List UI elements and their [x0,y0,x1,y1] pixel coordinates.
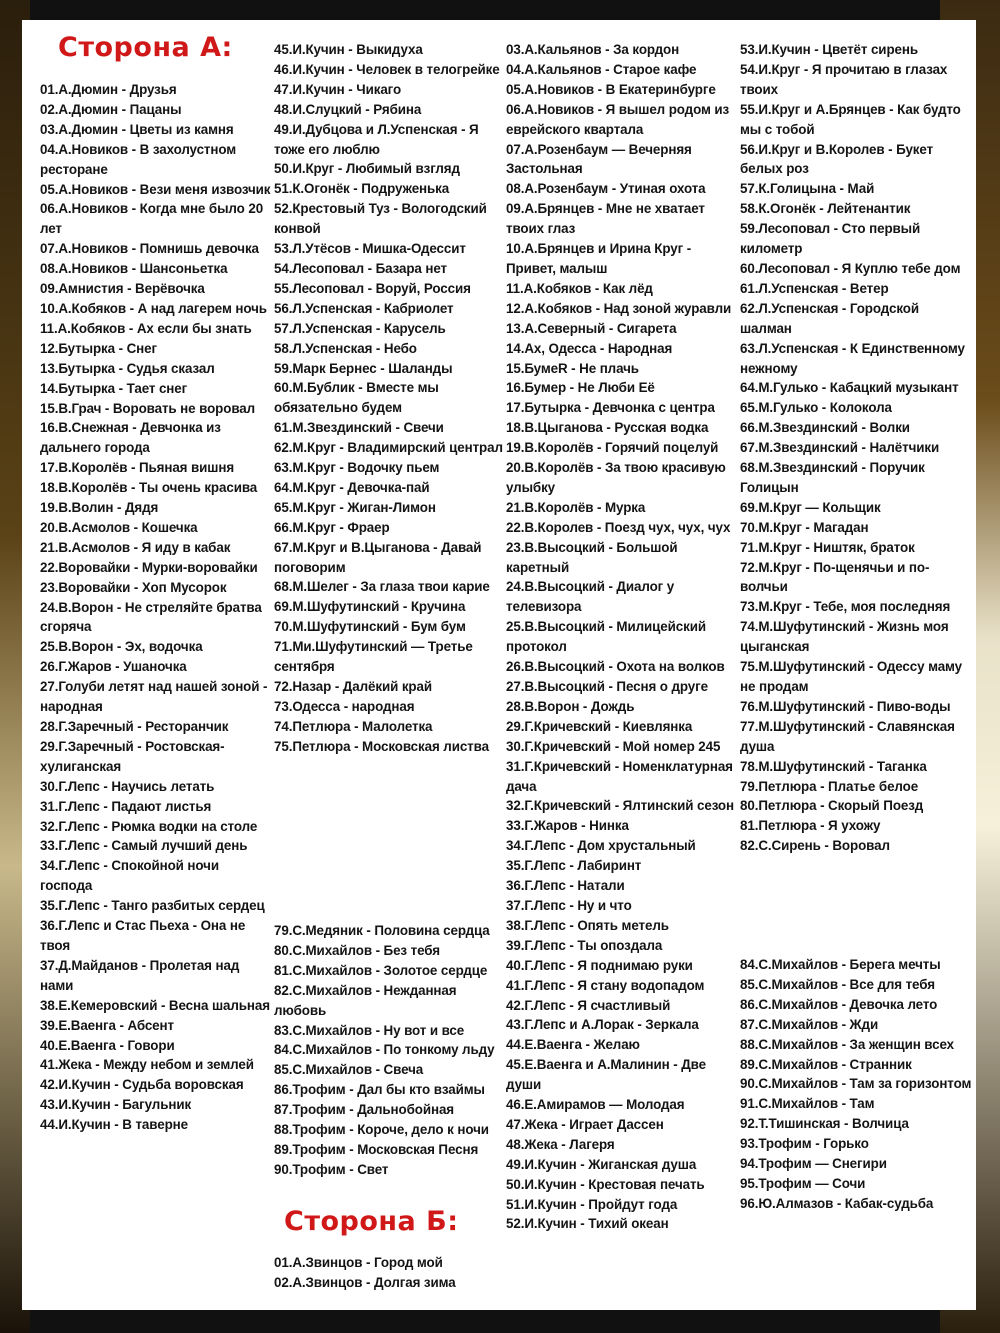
track-entry: 23.В.Высоцкий - Большой каретный [506,539,678,575]
track-entry: 49.И.Дубцова и Л.Успенская - Я тоже его люблю [274,121,479,157]
track-entry: 26.Г.Жаров - Ушаночка [40,659,187,675]
track-entry: 47.Жека - Играет Дассен [506,1116,664,1132]
track-entry: 87.Трофим - Дальнобойная [274,1102,455,1118]
track-entry: 79.С.Медяник - Половина сердца [274,923,490,938]
track-entry: 96.Ю.Алмазов - Кабак-судьба [740,1195,934,1211]
track-entry: 25.В.Высоцкий - Милицейский протокол [506,619,706,655]
side-a-title: Сторона А: [58,32,233,63]
column-4-bottom [740,955,972,1214]
track-entry: 75.Петлюра - Московская листва [274,738,489,754]
track-entry: 42.Г.Лепс - Я счастливый [506,997,671,1013]
track-entry: 17.Бутырка - Девчонка с центра [506,400,715,416]
track-entry: 28.В.Ворон - Дождь [506,698,635,714]
track-entry: 77.М.Шуфутинский - Славянская душа [740,718,955,754]
track-entry: 13.Бутырка - Судья сказал [40,360,215,376]
track-entry: 90.С.Михайлов - Там за горизонтом [740,1076,972,1092]
track-entry: 67.М.Круг и В.Цыганова - Давай поговорим [274,539,482,575]
track-entry: 05.А.Новиков - Вези меня извозчик [40,181,271,197]
track-entry: 18.В.Королёв - Ты очень красива [40,480,258,496]
track-entry: 22.В.Королев - Поезд чух, чух, чух [506,519,731,535]
track-entry: 19.В.Волин - Дядя [40,500,159,516]
track-entry: 44.И.Кучин - В таверне [40,1117,188,1133]
track-entry: 03.А.Кальянов - За кордон [506,42,680,57]
track-entry: 10.А.Кобяков - А над лагерем ночь [40,300,267,316]
track-entry: 76.М.Шуфутинский - Пиво-воды [740,698,951,714]
track-entry: 84.С.Михайлов - Берега мечты [740,957,941,972]
track-entry: 47.И.Кучин - Чикаго [274,81,402,97]
track-entry: 20.В.Асмолов - Кошечка [40,519,198,535]
column-3 [506,40,738,1234]
track-entry: 39.Е.Ваенга - Абсент [40,1017,174,1033]
track-entry: 43.Г.Лепс и А.Лорак - Зеркала [506,1017,699,1033]
track-entry: 87.С.Михайлов - Жди [740,1016,879,1032]
track-entry: 68.М.Шелег - За глаза твои карие [274,579,490,595]
track-entry: 40.Е.Ваенга - Говори [40,1037,175,1053]
track-entry: 72.Назар - Далёкий край [274,679,432,694]
track-entry: 51.И.Кучин - Пройдут года [506,1196,678,1212]
track-entry: 12.А.Кобяков - Над зоной журавли [506,300,732,316]
track-entry: 29.Г.Заречный - Ростовская-хулиганская [40,738,225,774]
track-entry: 24.В.Ворон - Не стреляйте братва сгоряча [40,599,262,635]
track-entry: 31.Г.Кричевский - Номенклатурная дача [506,758,733,794]
track-entry: 49.И.Кучин - Жиганская душа [506,1156,697,1172]
track-entry: 32.Г.Лепс - Рюмка водки на столе [40,818,258,834]
track-entry: 09.А.Брянцев - Мне не хватает твоих глаз [506,201,705,237]
track-entry: 11.А.Кобяков - Ах если бы знать [40,320,252,336]
track-entry: 16.В.Снежная - Девчонка из дальнего города [40,420,221,456]
track-entry: 06.А.Новиков - Я вышел родом из еврейского квартала [506,101,730,137]
track-entry: 74.М.Шуфутинский - Жизнь моя цыганская [740,619,949,655]
track-entry: 83.С.Михайлов - Ну вот и все [274,1022,465,1038]
track-entry: 64.М.Круг - Девочка-пай [274,479,430,495]
track-entry: 68.М.Звездинский - Поручик Голицын [740,460,925,495]
track-entry: 21.В.Асмолов - Я иду в кабак [40,539,231,555]
track-entry: 70.М.Круг - Магадан [740,519,869,535]
track-entry: 90.Трофим - Свет [274,1161,389,1177]
track-entry: 73.М.Круг - Тебе, моя последняя [740,599,951,615]
track-entry: 40.Г.Лепс - Я поднимаю руки [506,957,693,973]
track-entry: 91.С.Михайлов - Там [740,1096,875,1112]
track-entry: 86.С.Михайлов - Девочка лето [740,996,938,1012]
column-1 [40,80,272,1135]
track-entry: 93.Трофим - Горько [740,1136,869,1152]
track-entry: 46.Е.Амирамов — Молодая [506,1097,685,1113]
track-entry: 48.И.Слуцкий - Рябина [274,101,422,117]
track-entry: 34.Г.Лепс - Дом хрустальный [506,838,696,854]
track-entry: 26.В.Высоцкий - Охота на волков [506,659,725,675]
track-entry: 10.А.Брянцев и Ирина Круг - Привет, малыш [506,241,692,276]
track-entry: 35.Г.Лепс - Танго разбитых сердец [40,898,265,914]
track-entry: 04.А.Новиков - В захолустном ресторане [40,141,237,177]
track-entry: 52.Крестовый Туз - Вологодский конвой [274,201,487,237]
column-2-side-b [274,1253,504,1293]
track-entry: 14.Бутырка - Тает снег [40,380,188,396]
track-entry: 11.А.Кобяков - Как лёд [506,280,653,296]
track-entry: 12.Бутырка - Снег [40,340,157,356]
track-entry: 69.М.Круг — Кольщик [740,499,881,515]
track-entry: 60.Лесоповал - Я Куплю тебе дом [740,260,961,276]
track-entry: 62.М.Круг - Владимирский централ [274,440,503,456]
track-entry: 23.Воровайки - Хоп Мусорок [40,579,227,595]
track-entry: 48.Жека - Лагеря [506,1136,615,1152]
track-entry: 07.А.Новиков - Помнишь девочка [40,241,259,257]
track-entry: 88.С.Михайлов - За женщин всех [740,1036,954,1052]
track-entry: 36.Г.Лепс - Натали [506,878,625,894]
track-entry: 33.Г.Жаров - Нинка [506,818,629,834]
track-entry: 17.В.Королёв - Пьяная вишня [40,460,235,476]
track-entry: 22.Воровайки - Мурки-воровайки [40,559,258,575]
track-entry: 58.К.Огонёк - Лейтенантик [740,201,911,217]
track-entry: 65.М.Гулько - Колокола [740,400,892,416]
track-entry: 55.И.Круг и А.Брянцев - Как будто мы с тобой [740,101,961,137]
track-entry: 38.Е.Кемеровский - Весна шальная [40,997,270,1013]
track-entry: 74.Петлюра - Малолетка [274,718,433,734]
track-entry: 34.Г.Лепс - Спокойной ночи господа [40,858,219,894]
track-entry: 89.Трофим - Московская Песня [274,1141,479,1157]
track-entry: 37.Г.Лепс - Ну и что [506,897,632,913]
track-entry: 05.А.Новиков - В Екатеринбурге [506,81,716,97]
track-entry: 95.Трофим — Сочи [740,1175,866,1191]
track-entry: 89.С.Михайлов - Странник [740,1056,912,1072]
track-entry: 80.С.Михайлов - Без тебя [274,942,440,958]
track-entry: 27.В.Высоцкий - Песня о друге [506,679,708,694]
track-entry: 58.Л.Успенская - Небо [274,340,417,356]
track-entry: 01.А.Дюмин - Друзья [40,82,177,97]
track-entry: 39.Г.Лепс - Ты опоздала [506,937,663,953]
track-entry: 54.Лесоповал - Базара нет [274,260,448,276]
track-entry: 59.Лесоповал - Сто первый километр [740,221,921,257]
column-4-top [740,40,972,856]
track-entry: 59.Марк Бернес - Шаланды [274,360,453,376]
track-entry: 63.Л.Успенская - К Единственному нежному [740,340,965,376]
track-entry: 81.Петлюра - Я ухожу [740,818,881,834]
track-entry: 09.Амнистия - Верёвочка [40,281,205,297]
track-entry: 67.М.Звездинский - Налётчики [740,440,940,456]
track-entry: 41.Г.Лепс - Я стану водопадом [506,977,705,993]
track-entry: 35.Г.Лепс - Лабиринт [506,858,642,874]
track-entry: 84.С.Михайлов - По тонкому льду [274,1042,495,1058]
track-entry: 57.Л.Успенская - Карусель [274,320,446,336]
track-entry: 56.Л.Успенская - Кабриолет [274,300,454,316]
track-entry: 51.К.Огонёк - Подруженька [274,181,450,197]
track-entry: 57.К.Голицына - Май [740,181,875,197]
track-entry: 53.И.Кучин - Цветёт сирень [740,42,918,57]
track-entry: 46.И.Кучин - Человек в телогрейке [274,61,500,77]
track-entry: 07.А.Розенбаум — Вечерняя Застольная [506,141,692,177]
track-entry: 61.Л.Успенская - Ветер [740,280,889,296]
track-entry: 78.М.Шуфутинский - Таганка [740,758,927,774]
track-entry: 15.В.Грач - Воровать не воровал [40,400,256,416]
track-entry: 66.М.Круг - Фраер [274,519,390,535]
track-entry: 53.Л.Утёсов - Мишка-Одессит [274,241,466,257]
track-entry: 50.И.Кучин - Крестовая печать [506,1176,705,1192]
track-entry: 65.М.Круг - Жиган-Лимон [274,499,436,515]
track-entry: 32.Г.Кричевский - Ялтинский сезон [506,798,734,814]
track-entry: 21.В.Королёв - Мурка [506,499,646,515]
track-entry: 60.М.Бублик - Вместе мы обязательно будем [274,380,439,416]
track-entry: 72.М.Круг - По-щенячьи и по-волчьи [740,559,930,595]
track-entry: 31.Г.Лепс - Падают листья [40,798,212,814]
track-entry: 28.Г.Заречный - Ресторанчик [40,719,229,734]
track-entry: 02.А.Дюмин - Пацаны [40,101,182,117]
track-entry: 38.Г.Лепс - Опять метель [506,917,669,933]
track-entry: 82.С.Сирень - Воровал [740,838,890,854]
track-entry: 64.М.Гулько - Кабацкий музыкант [740,380,959,396]
track-entry: 45.Е.Ваенга и А.Малинин - Две души [506,1057,706,1093]
column-2-bottom [274,921,504,1180]
track-entry: 36.Г.Лепс и Стас Пьеха - Она не твоя [40,918,246,953]
track-entry: 45.И.Кучин - Выкидуха [274,42,423,57]
track-entry: 43.И.Кучин - Багульник [40,1097,192,1113]
track-entry: 08.А.Розенбаум - Утиная охота [506,181,706,197]
track-entry: 01.А.Звинцов - Город мой [274,1255,443,1270]
track-entry: 66.М.Звездинский - Волки [740,420,910,436]
track-entry: 94.Трофим — Снегири [740,1156,887,1172]
track-entry: 44.Е.Ваенга - Желаю [506,1037,640,1053]
track-entry: 29.Г.Кричевский - Киевлянка [506,718,693,734]
track-entry: 42.И.Кучин - Судьба воровская [40,1077,244,1093]
track-entry: 24.В.Высоцкий - Диалог у телевизора [506,579,675,615]
track-entry: 86.Трофим - Дал бы кто взаймы [274,1082,485,1098]
track-entry: 52.И.Кучин - Тихий океан [506,1216,669,1232]
column-2-top [274,40,504,757]
track-entry: 62.Л.Успенская - Городской шалман [740,300,919,336]
track-entry: 18.В.Цыганова - Русская водка [506,420,709,436]
track-entry: 75.М.Шуфутинский - Одессу маму не продам [740,659,963,694]
side-b-title: Сторона Б: [284,1206,459,1237]
track-entry: 85.С.Михайлов - Все для тебя [740,976,935,992]
track-entry: 14.Ах, Одесса - Народная [506,340,673,356]
track-entry: 41.Жека - Между небом и землей [40,1057,254,1073]
track-entry: 19.В.Королёв - Горячий поцелуй [506,440,719,456]
track-entry: 61.М.Звездинский - Свечи [274,420,444,436]
track-entry: 70.М.Шуфутинский - Бум бум [274,619,466,635]
track-entry: 73.Одесса - народная [274,698,415,714]
track-entry: 92.Т.Тишинская - Волчица [740,1116,909,1132]
track-entry: 80.Петлюра - Скорый Поезд [740,798,924,814]
track-entry: 79.Петлюра - Платье белое [740,778,919,794]
track-entry: 82.С.Михайлов - Нежданная любовь [274,982,457,1018]
track-entry: 85.С.Михайлов - Свеча [274,1062,424,1078]
track-entry: 30.Г.Кричевский - Мой номер 245 [506,738,721,754]
track-entry: 63.М.Круг - Водочку пьем [274,460,440,476]
track-entry: 02.А.Звинцов - Долгая зима [274,1274,456,1290]
track-entry: 15.БумеR - Не плачь [506,360,639,376]
track-entry: 30.Г.Лепс - Научись летать [40,778,215,794]
track-entry: 27.Голуби летят над нашей зоной - народная [40,679,268,715]
track-entry: 81.С.Михайлов - Золотое сердце [274,962,488,978]
tracklist-sheet [22,20,976,1310]
track-entry: 88.Трофим - Короче, дело к ночи [274,1122,489,1138]
track-entry: 50.И.Круг - Любимый взгляд [274,161,460,177]
track-entry: 20.В.Королёв - За твою красивую улыбку [506,460,726,495]
track-entry: 03.А.Дюмин - Цветы из камня [40,121,234,137]
track-entry: 16.Бумер - Не Люби Её [506,380,655,396]
track-entry: 54.И.Круг - Я прочитаю в глазах твоих [740,61,948,97]
track-entry: 56.И.Круг и В.Королев - Букет белых роз [740,141,934,177]
track-entry: 69.М.Шуфутинский - Кручина [274,599,466,615]
track-entry: 71.Ми.Шуфутинский — Третье сентября [274,639,473,675]
track-entry: 25.В.Ворон - Эх, водочка [40,639,203,655]
track-entry: 33.Г.Лепс - Самый лучший день [40,838,248,854]
track-entry: 06.А.Новиков - Когда мне было 20 лет [40,201,264,237]
track-entry: 13.А.Северный - Сигарета [506,320,677,336]
track-entry: 37.Д.Майданов - Пролетая над нами [40,957,240,993]
track-entry: 71.М.Круг - Ништяк, браток [740,539,915,555]
track-entry: 08.А.Новиков - Шансоньетка [40,261,228,277]
track-entry: 04.А.Кальянов - Старое кафе [506,61,697,77]
track-entry: 55.Лесоповал - Воруй, Россия [274,280,471,296]
